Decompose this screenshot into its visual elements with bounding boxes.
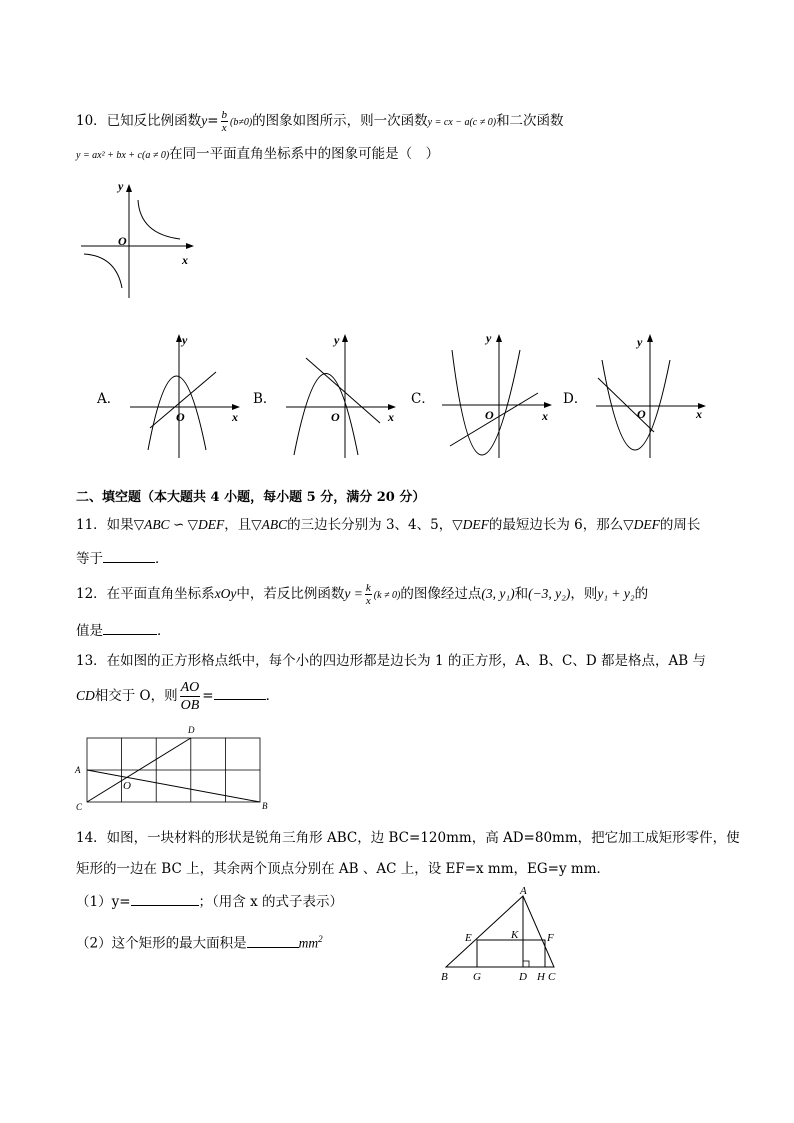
option-d-label[interactable]: D．	[563, 391, 588, 407]
svg-text:A: A	[520, 885, 527, 897]
y-label: y	[118, 179, 124, 193]
q13-fraction: $\frac{AO}{OB}$	[180, 680, 200, 713]
option-c-label[interactable]: C．	[411, 391, 435, 407]
parabola	[294, 374, 358, 456]
svg-text:D: D	[519, 971, 527, 983]
line	[306, 358, 380, 423]
q14-part1-blank[interactable]	[131, 891, 199, 906]
svg-text:x: x	[542, 409, 548, 423]
line	[598, 378, 654, 432]
option-a-label[interactable]: A．	[97, 391, 121, 407]
q14-line2: 矩形的一边在 BC 上，其余两个顶点分别在 AB 、AC 上，设 EF=x mm，EG=y mm．	[76, 861, 611, 877]
q13-line1: 13．在如图的正方形格点纸中，每个小的四边形都是边长为 1 的正方形，A、B、C、D 都是格点，AB 与	[76, 653, 706, 669]
svg-text:O: O	[637, 407, 646, 421]
grid	[87, 738, 260, 802]
q10-fraction: $\frac{b}{x}$	[221, 109, 227, 134]
y-axis-arrow	[126, 184, 132, 192]
q14-triangle-figure	[440, 885, 580, 985]
q14-part1: （1）y= ；（用含 x 的式子表示）	[76, 891, 343, 911]
svg-text:x: x	[232, 410, 238, 424]
svg-text:y: y	[486, 331, 492, 345]
svg-text:A: A	[75, 765, 81, 775]
q12-answer-blank[interactable]	[103, 620, 157, 635]
option-d-graph[interactable]	[594, 330, 714, 460]
option-b-graph[interactable]	[284, 330, 414, 460]
q14-part2-blank[interactable]	[247, 933, 299, 948]
svg-text:B: B	[262, 801, 268, 811]
svg-text:y: y	[182, 333, 188, 347]
parabola	[452, 350, 520, 455]
q10-line1: 10．已知反比例函数y= $\frac{b}{x}$ (b≠0)的图象如图所示，则一次函数y = cx − a(c ≠ 0)和二次函数	[76, 109, 564, 134]
hyperbola-branch-2	[84, 254, 122, 288]
q14-part2: （2）这个矩形的最大面积是 $mm^2$	[76, 934, 323, 952]
x-axis-arrow	[186, 243, 194, 249]
svg-text:O: O	[485, 408, 494, 422]
svg-text:B: B	[441, 971, 448, 983]
option-b-label[interactable]: B．	[253, 391, 277, 407]
svg-text:O: O	[176, 410, 185, 424]
q13-answer-blank[interactable]	[214, 685, 266, 700]
parabola	[602, 360, 670, 450]
q11-line2: 等于 ．	[76, 548, 169, 568]
svg-text:O: O	[331, 410, 340, 424]
svg-text:G: G	[473, 971, 481, 983]
svg-text:H: H	[537, 971, 545, 983]
svg-text:K: K	[511, 929, 519, 941]
x-label: x	[182, 253, 188, 267]
q10-line2: y = ax² + bx + c(a ≠ 0)在同一平面直角坐标系中的图象可能是（ ）	[76, 146, 440, 162]
svg-text:C: C	[548, 971, 556, 983]
option-a-graph[interactable]	[128, 330, 248, 460]
q12-line2: 值是 ．	[76, 620, 171, 640]
q13-grid-figure	[72, 722, 272, 812]
q12-line1: 12．在平面直角坐标系xOy中，若反比例函数y = $\frac{k}{x}$ (k ≠ 0)的图像经过点(3, y₁)和(−3, y₂)，则y₁ + y₂的	[76, 582, 649, 607]
svg-text:x: x	[388, 410, 394, 424]
rectangle-efhg	[477, 940, 545, 967]
origin-label: O	[118, 234, 127, 248]
section-title: 二、填空题（本大题共 4 小题，每小题 5 分，满分 20 分）	[76, 490, 426, 505]
svg-text:y: y	[637, 335, 643, 349]
svg-text:E: E	[465, 932, 472, 944]
hyperbola-branch-1	[138, 200, 180, 239]
q10-reference-graph	[76, 176, 206, 306]
triangle-abc	[446, 896, 554, 967]
svg-text:O: O	[123, 780, 131, 792]
q11-line1: 11．如果▽ABC ∽ ▽DEF，且▽ABC的三边长分别为 3、4、5，▽DEF的最短边长为 6，那么▽DEF的周长	[76, 517, 701, 533]
q14-line1: 14．如图，一块材料的形状是锐角三角形 ABC，边 BC=120mm，高 AD=80mm，把它加工成矩形零件，使	[76, 830, 740, 846]
option-c-graph[interactable]	[440, 330, 560, 460]
svg-text:F: F	[547, 932, 554, 944]
right-angle-mark	[523, 961, 529, 967]
svg-text:x: x	[696, 407, 702, 421]
svg-text:C: C	[76, 802, 83, 812]
q13-line2: CD相交于 O，则 $\frac{AO}{OB}$ = ．	[76, 680, 280, 713]
svg-text:y: y	[334, 333, 340, 347]
q12-fraction: $\frac{k}{x}$	[365, 582, 371, 607]
q11-answer-blank[interactable]	[103, 548, 155, 563]
svg-text:D: D	[188, 725, 195, 735]
